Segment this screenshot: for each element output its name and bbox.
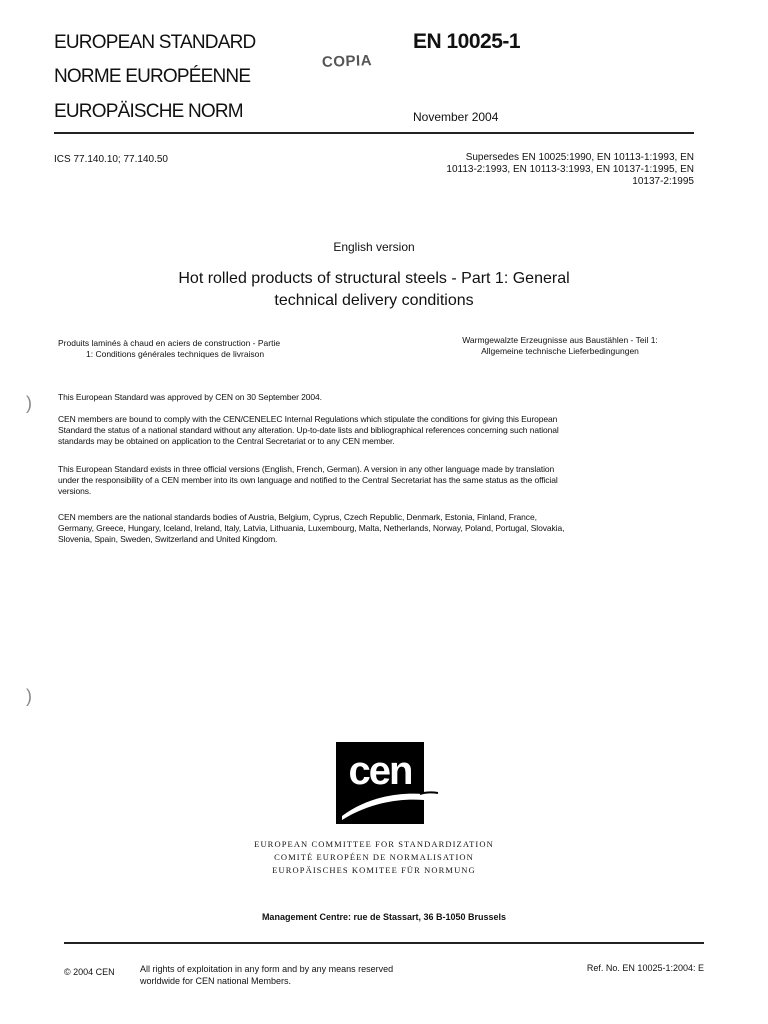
committee-line: COMITÉ EUROPÉEN DE NORMALISATION bbox=[274, 852, 474, 862]
cen-logo-icon bbox=[336, 742, 424, 824]
document-title bbox=[0, 268, 748, 312]
committee-line: EUROPEAN COMMITTEE FOR STANDARDIZATION bbox=[254, 839, 494, 849]
supersedes-line: 10113-2:1993, EN 10113-3:1993, EN 10137-1:1995, EN bbox=[446, 164, 694, 175]
paragraph-line: Germany, Greece, Hungary, Iceland, Ireland, Italy, Latvia, Lithuania, Luxembourg, Malta, Netherlands, Norway, Poland, Portugal, Slovakia, bbox=[58, 523, 565, 533]
committee-line: EUROPÄISCHES KOMITEE FÜR NORMUNG bbox=[272, 865, 476, 875]
reference-number: Ref. No. EN 10025-1:2004: E bbox=[586, 963, 704, 973]
rights-line: All rights of exploitation in any form and by any means reserved bbox=[140, 964, 394, 974]
paragraph-members bbox=[58, 512, 708, 545]
french-title-line: Produits laminés à chaud en aciers de construction - Partie bbox=[58, 338, 281, 348]
standard-name-fr: NORME EUROPÉENNE bbox=[54, 66, 251, 87]
standard-number: EN 10025-1 bbox=[413, 30, 521, 53]
paragraph-regulations bbox=[58, 414, 708, 447]
approval-statement: This European Standard was approved by CEN on 30 September 2004. bbox=[58, 392, 322, 402]
paragraph-versions bbox=[58, 464, 708, 497]
paragraph-line: CEN members are bound to comply with the CEN/CENELEC Internal Regulations which stipulate the conditions for giving this European bbox=[58, 414, 558, 424]
paragraph-line: Standard the status of a national standard without any alteration. Up-to-date lists and bibliographical references concerning such national bbox=[58, 425, 559, 435]
french-title-line: 1: Conditions générales techniques de livraison bbox=[86, 349, 265, 359]
supersedes-line: 10137-2:1995 bbox=[632, 176, 694, 187]
version-label: English version bbox=[333, 240, 415, 254]
paragraph-line: standards may be obtained on application to the Central Secretariat or to any CEN member. bbox=[58, 436, 395, 446]
title-line: technical delivery conditions bbox=[274, 292, 474, 309]
publication-date: November 2004 bbox=[413, 110, 499, 124]
footer-rule bbox=[64, 942, 704, 944]
paragraph-line: versions. bbox=[58, 486, 92, 496]
management-centre: Management Centre: rue de Stassart, 36 B-1050 Brussels bbox=[261, 912, 507, 922]
committee-names bbox=[224, 838, 524, 877]
standard-name-de: EUROPÄISCHE NORM bbox=[54, 101, 243, 122]
supersedes-line: Supersedes EN 10025:1990, EN 10113-1:1993, EN bbox=[465, 152, 694, 163]
french-title bbox=[58, 338, 358, 360]
cen-logo bbox=[336, 742, 424, 824]
german-title-line: Allgemeine technische Lieferbedingungen bbox=[481, 346, 639, 356]
rights-reserved bbox=[140, 963, 393, 987]
logo-text: cen bbox=[348, 749, 412, 793]
punch-hole-mark: ) bbox=[26, 686, 32, 706]
header-rule bbox=[54, 132, 694, 134]
copia-stamp: COPIA bbox=[321, 52, 373, 71]
standard-name-en: EUROPEAN STANDARD bbox=[54, 32, 256, 53]
ics-code: ICS 77.140.10; 77.140.50 bbox=[54, 154, 168, 165]
paragraph-line: Slovenia, Spain, Sweden, Switzerland and United Kingdom. bbox=[58, 534, 278, 544]
paragraph-line: under the responsibility of a CEN member into its own language and notified to the Central Secretariat has the same status as the official bbox=[58, 475, 558, 485]
paragraph-line: This European Standard exists in three official versions (English, French, German). A version in any other language made by translation bbox=[58, 464, 555, 474]
german-title bbox=[420, 335, 700, 357]
rights-line: worldwide for CEN national Members. bbox=[140, 976, 292, 986]
supersedes-block bbox=[374, 152, 694, 188]
logo-swoosh-icon bbox=[420, 788, 440, 808]
paragraph-line: CEN members are the national standards bodies of Austria, Belgium, Cyprus, Czech Republic, Denmark, Estonia, Finland, France, bbox=[58, 512, 537, 522]
german-title-line: Warmgewalzte Erzeugnisse aus Baustählen - Teil 1: bbox=[462, 335, 658, 345]
copyright: © 2004 CEN bbox=[64, 967, 115, 977]
punch-hole-mark: ) bbox=[26, 393, 32, 413]
title-line: Hot rolled products of structural steels - Part 1: General bbox=[178, 270, 570, 287]
